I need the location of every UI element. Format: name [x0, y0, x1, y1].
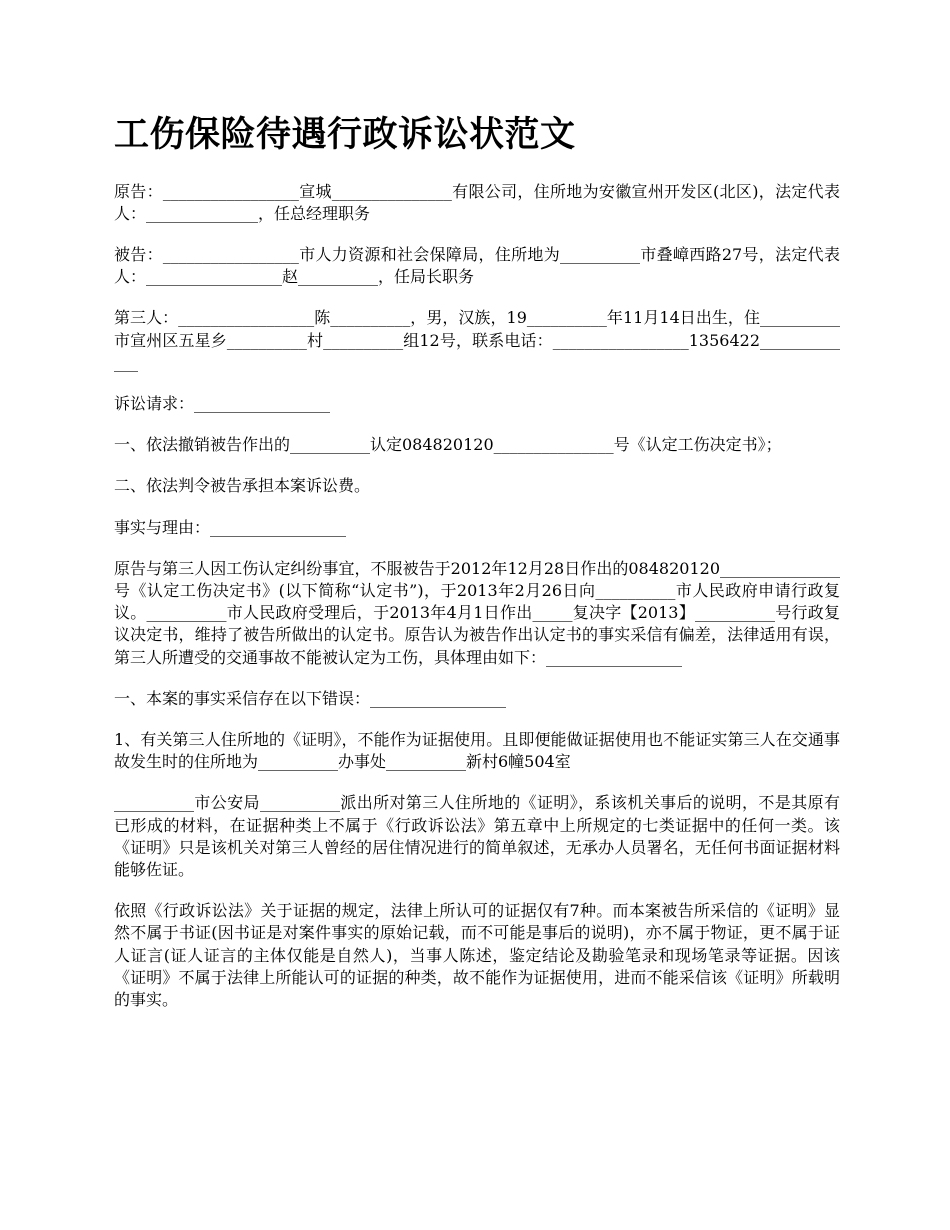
paragraph-claim-2: 二、依法判令被告承担本案诉讼费。: [114, 476, 371, 496]
paragraph-facts-body: 原告与第三人因工伤认定纠纷事宜，不服被告于2012年12月28日作出的084820120_______________号《认定工伤决定书》(以下简称“认定书”)，于2013年2月26日向__________市人民政府申请行政复议。__________市人民政府受理后，于2013年4月1日作出_____复决字【2013】__________号行政复议决定书，维持了被告所做出的认定书。原告认为被告作出认定书的事实采信有偏差，法律适用有误，第三人所遭受的交通事故不能被认定为工伤，具体理由如下：_________________: [114, 558, 840, 667]
paragraph-claims-heading: 诉讼请求：_________________: [114, 393, 331, 413]
paragraph-error-1: 1、有关第三人住所地的《证明》，不能作为证据使用。且即便能做证据使用也不能证实第三人在交通事故发生时的住所地为__________办事处__________新村6幢504室: [114, 729, 840, 772]
paragraph-third-party: 第三人：_________________陈__________，男，汉族，19__________年11月14日出生，住__________市宣州区五星乡__________村__________组12号，联系电话：_________________1356422_____________: [114, 308, 840, 372]
paragraph-errors-heading: 一、本案的事实采信存在以下错误：_________________: [114, 688, 507, 708]
paragraph-police-certificate: __________市公安局__________派出所对第三人住所地的《证明》，系该机关事后的说明，不是其原有已形成的材料，在证据种类上不属于《行政诉讼法》第五章中上所规定的七类证据中的任何一类。该《证明》只是该机关对第三人曾经的居住情况进行的简单叙述，无承办人员署名，无任何书面证据材料能够佐证。: [114, 793, 840, 879]
document-title: 工伤保险待遇行政诉讼状范文: [114, 114, 576, 155]
paragraph-plaintiff: 原告：_________________宣城_______________有限公司，住所地为安徽宣州开发区(北区)，法定代表人：______________，任总经理职务: [114, 181, 840, 223]
paragraph-defendant: 被告：_________________市人力资源和社会保障局，住所地为__________市叠嶂西路27号，法定代表人：_________________赵__________，任局长职务: [114, 244, 840, 287]
paragraph-evidence-law: 依照《行政诉讼法》关于证据的规定，法律上所认可的证据仅有7种。而本案被告所采信的《证明》显然不属于书证(因书证是对案件事实的原始记载，而不可能是事后的说明)，亦不属于物证，更不属于证人证言(证人证言的主体仅能是自然人)，当事人陈述，鉴定结论及勘验笔录和现场笔录等证据。因该《证明》不属于法律上所能认可的证据的种类，故不能作为证据使用，进而不能采信该《证明》所载明的事实。: [114, 901, 840, 1009]
paragraph-claim-1: 一、依法撤销被告作出的__________认定084820120_______________号《认定工伤决定书》；: [114, 435, 782, 455]
paragraph-facts-heading: 事实与理由：_________________: [114, 517, 347, 537]
